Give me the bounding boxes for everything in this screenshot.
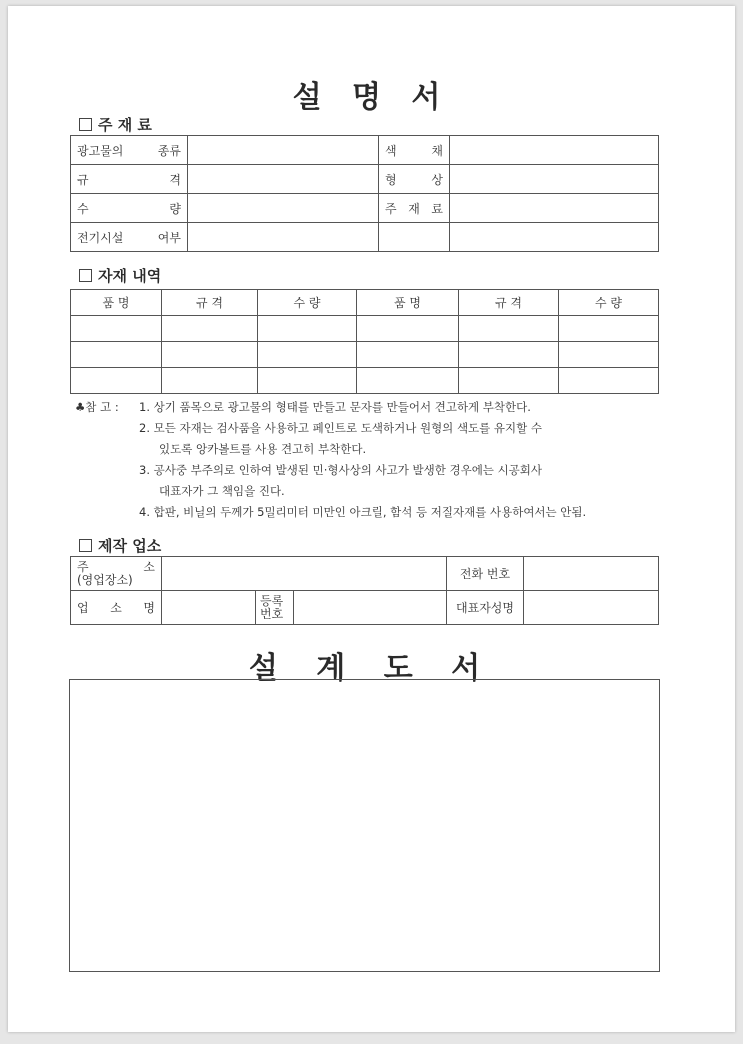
table-cell[interactable]	[258, 342, 357, 368]
column-header: 수 량	[559, 290, 659, 316]
note-line: 4. 합판, 비닐의 두께가 5밀리미터 미만인 아크릴, 함석 등 저질자재를 사용하여서는 안됨.	[139, 505, 587, 519]
representative-input[interactable]	[524, 591, 659, 625]
input-cell[interactable]	[450, 223, 659, 252]
label-cell: 형 상	[379, 165, 450, 194]
notes-prefix: ♣참 고 :	[75, 400, 119, 414]
registration-sublabel: 번호	[260, 606, 284, 621]
section-heading-text: 제작 업소	[98, 537, 162, 555]
table-row	[71, 591, 659, 625]
table-row	[71, 316, 659, 342]
label-cell: 수 량	[71, 194, 188, 223]
section-heading-text: 자재 내역	[98, 267, 162, 285]
note-line: 2. 모든 자재는 검사품을 사용하고 페인트로 도색하거나 원형의 색도를 유지할 수	[139, 421, 543, 435]
table-row	[71, 165, 659, 194]
table-row	[71, 223, 659, 252]
representative-label: 대표자성명	[447, 591, 524, 625]
notes-block	[139, 397, 586, 523]
table-cell[interactable]	[71, 316, 162, 342]
label-cell: 규 격	[71, 165, 188, 194]
label-cell: 광고물의 종류	[71, 136, 188, 165]
label-cell: 전기시설 여부	[71, 223, 188, 252]
address-label-cell	[71, 557, 162, 591]
label-cell	[379, 223, 450, 252]
table-cell[interactable]	[357, 316, 459, 342]
section-heading-text: 주 재 료	[98, 116, 152, 134]
table-cell[interactable]	[162, 368, 258, 394]
table-row	[71, 342, 659, 368]
note-line: 1. 상기 품목으로 광고물의 형태를 만들고 문자를 만들어서 견고하게 부착한다.	[139, 400, 531, 414]
section-materials-list-heading	[79, 265, 161, 286]
table-cell[interactable]	[459, 342, 559, 368]
table-cell[interactable]	[559, 368, 659, 394]
business-name-input[interactable]	[162, 591, 256, 625]
column-header: 품 명	[357, 290, 459, 316]
main-materials-table	[70, 135, 659, 252]
table-cell[interactable]	[162, 316, 258, 342]
registration-input[interactable]	[294, 591, 447, 625]
table-cell[interactable]	[357, 368, 459, 394]
table-cell[interactable]	[162, 342, 258, 368]
table-cell[interactable]	[357, 342, 459, 368]
address-label: 주 소	[77, 559, 155, 574]
input-cell[interactable]	[188, 165, 379, 194]
column-header: 규 격	[459, 290, 559, 316]
checkbox-icon	[79, 118, 92, 131]
manufacturer-table	[70, 556, 659, 625]
design-drawing-area[interactable]	[69, 679, 660, 972]
address-input[interactable]	[162, 557, 447, 591]
input-cell[interactable]	[188, 194, 379, 223]
column-header: 규 격	[162, 290, 258, 316]
input-cell[interactable]	[188, 223, 379, 252]
input-cell[interactable]	[188, 136, 379, 165]
column-header: 품 명	[71, 290, 162, 316]
label-cell: 주 재 료	[379, 194, 450, 223]
checkbox-icon	[79, 539, 92, 552]
section-manufacturer-heading	[79, 535, 161, 556]
design-drawing-title: 설 계 도 서	[248, 651, 495, 686]
table-row	[71, 368, 659, 394]
input-cell[interactable]	[450, 165, 659, 194]
input-cell[interactable]	[450, 136, 659, 165]
table-cell[interactable]	[258, 368, 357, 394]
table-row	[71, 557, 659, 591]
phone-label: 전화 번호	[447, 557, 524, 591]
table-cell[interactable]	[459, 316, 559, 342]
note-line: 3. 공사중 부주의로 인하여 발생된 민·형사상의 사고가 발생한 경우에는 시공회사	[139, 463, 543, 477]
materials-list-table	[70, 289, 659, 394]
table-row	[71, 194, 659, 223]
table-cell[interactable]	[459, 368, 559, 394]
phone-input[interactable]	[524, 557, 659, 591]
business-name-label: 업 소 명	[71, 591, 162, 625]
input-cell[interactable]	[450, 194, 659, 223]
table-cell[interactable]	[559, 342, 659, 368]
address-sublabel: (영업장소)	[77, 572, 133, 587]
note-line: 대표자가 그 책임을 진다.	[159, 484, 285, 498]
table-cell[interactable]	[559, 316, 659, 342]
table-cell[interactable]	[258, 316, 357, 342]
table-cell[interactable]	[71, 368, 162, 394]
checkbox-icon	[79, 269, 92, 282]
registration-label-cell	[256, 591, 294, 625]
note-line: 있도록 앙카볼트를 사용 견고히 부착한다.	[159, 442, 367, 456]
table-cell[interactable]	[71, 342, 162, 368]
table-row	[71, 136, 659, 165]
column-header: 수 량	[258, 290, 357, 316]
label-cell: 색 채	[379, 136, 450, 165]
section-main-materials-heading	[79, 114, 152, 135]
registration-label: 등록	[260, 593, 284, 608]
document-title: 설 명 서	[292, 80, 451, 115]
table-header-row	[71, 290, 659, 316]
